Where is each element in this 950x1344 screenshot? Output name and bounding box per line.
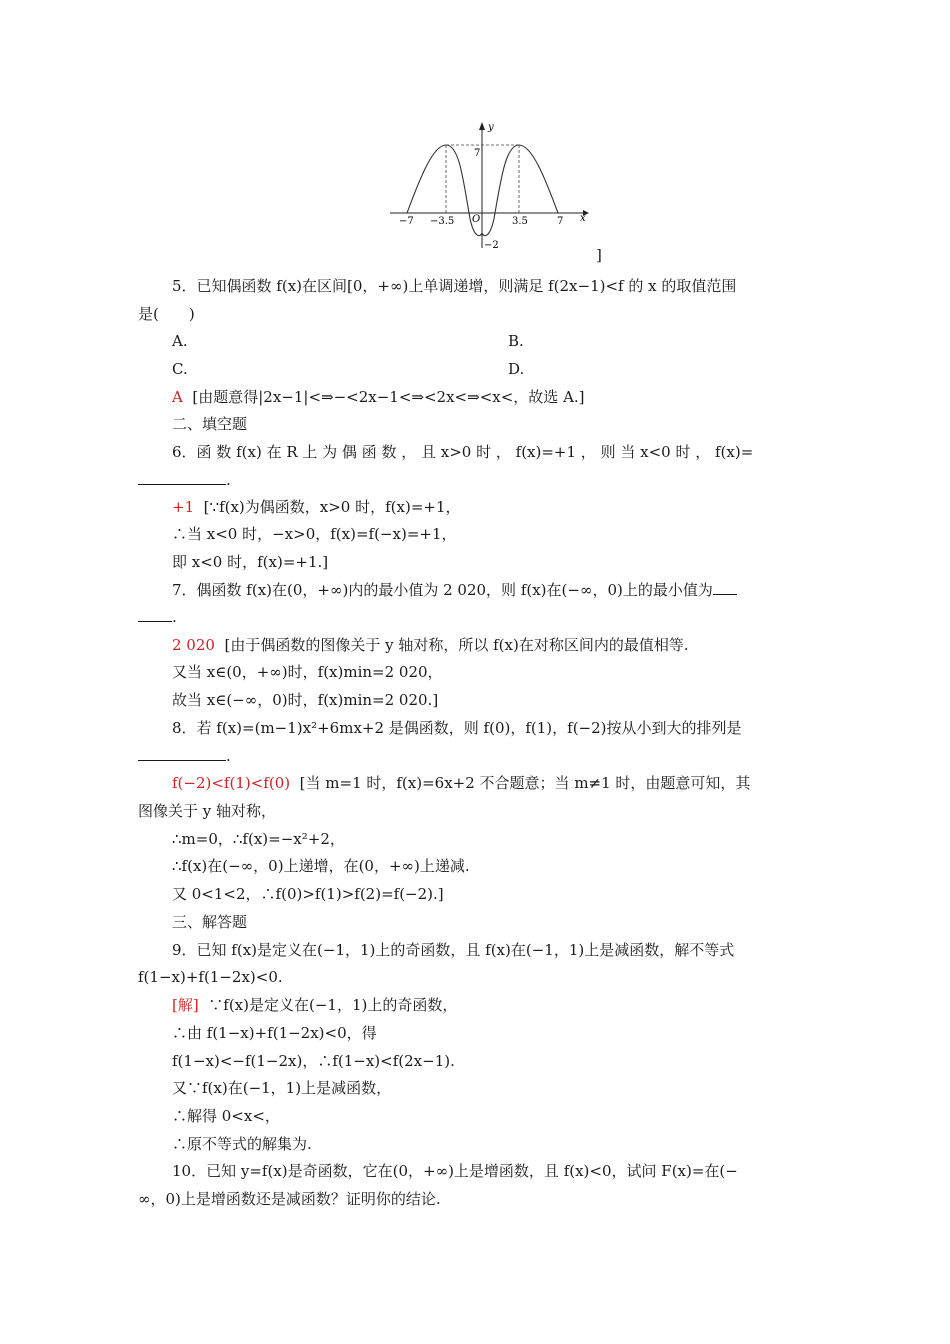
tick-label-7: 7 bbox=[557, 216, 564, 227]
q5-option-b: B. bbox=[508, 332, 524, 350]
q5-answer-text: [由题意得|2x−1|<⇒−<2x−1<⇒<2x<⇒<x<，故选 A.] bbox=[192, 388, 585, 406]
q5-answer-label: A bbox=[172, 388, 183, 406]
q8-answer-line2: 图像关于 y 轴对称， bbox=[138, 802, 277, 820]
y-axis-label: y bbox=[488, 122, 494, 133]
q8-answer-label: f(−2)<f(1)<f(0) bbox=[172, 774, 291, 792]
q9-solution-line5: ∴解得 0<x<， bbox=[172, 1107, 280, 1125]
q6-answer-line3: 即 x<0 时，f(x)=+1.] bbox=[172, 553, 329, 571]
q6-line2 bbox=[138, 470, 231, 490]
q7-answer-blank-b bbox=[138, 607, 172, 622]
q5-line2: 是( ) bbox=[138, 305, 195, 323]
q8-line2 bbox=[138, 746, 231, 766]
q7-line2-end: . bbox=[172, 608, 177, 626]
q7-line1-text: 7．偶函数 f(x)在(0，+∞)内的最小值为 2 020，则 f(x)在(−∞，0)上的最小值为 bbox=[172, 581, 713, 599]
q7-line1 bbox=[172, 580, 737, 600]
q8-line2-end: . bbox=[226, 747, 231, 765]
section-heading-fill-in: 二、填空题 bbox=[172, 415, 248, 433]
q8-answer-blank bbox=[138, 746, 226, 761]
q6-answer-text1: [∵f(x)为偶函数，x>0 时，f(x)=+1， bbox=[203, 498, 461, 516]
q5-option-d: D. bbox=[508, 360, 525, 378]
q7-answer-line3: 故当 x∈(−∞，0)时，f(x)min=2 020.] bbox=[172, 691, 439, 709]
q8-answer-line3: ∴m=0，∴f(x)=−x²+2， bbox=[172, 830, 345, 848]
q5-line1: 5．已知偶函数 f(x)在区间[0，+∞)上单调递增，则满足 f(2x−1)<f 的 x 的取值范围 bbox=[172, 277, 737, 295]
q6-answer-line2: ∴当 x<0 时，−x>0，f(x)=f(−x)=+1， bbox=[172, 525, 457, 543]
tick-label-neg3-5: −3.5 bbox=[430, 216, 455, 227]
origin-label: O bbox=[472, 214, 481, 225]
q10-line2: ∞，0)上是增函数还是减函数？证明你的结论. bbox=[138, 1190, 441, 1208]
q5-option-a: A. bbox=[172, 332, 188, 350]
closing-bracket: ] bbox=[596, 246, 602, 264]
q9-solution-line4: 又∵f(x)在(−1，1)上是减函数， bbox=[172, 1079, 392, 1097]
q6-answer-blank bbox=[138, 470, 226, 485]
q6-line1: 6．函 数 f(x) 在 R 上 为 偶 函 数 ， 且 x>0 时 ， f(x)=+1 ， 则 当 x<0 时 ， f(x)= bbox=[172, 443, 754, 461]
q9-solution-label: [解] bbox=[172, 996, 199, 1014]
function-graph bbox=[385, 118, 605, 258]
q7-line2 bbox=[138, 607, 177, 627]
tick-label-neg7: −7 bbox=[399, 216, 414, 227]
q8-answer-line4: ∴f(x)在(−∞，0)上递增，在(0，+∞)上递减. bbox=[172, 857, 470, 875]
q9-line1: 9．已知 f(x)是定义在(−1，1)上的奇函数，且 f(x)在(−1，1)上是减函数，解不等式 bbox=[172, 941, 735, 959]
q6-answer-label: +1 bbox=[172, 498, 195, 516]
q8-line1: 8．若 f(x)=(m−1)x²+6mx+2 是偶函数，则 f(0)，f(1)，f(−2)按从小到大的排列是 bbox=[172, 719, 742, 737]
q9-solution-text1: ∵f(x)是定义在(−1，1)上的奇函数， bbox=[208, 996, 458, 1014]
y-min-label: −2 bbox=[484, 240, 499, 251]
q7-answer-text1: [由于偶函数的图像关于 y 轴对称，所以 f(x)在对称区间内的最值相等. bbox=[224, 636, 689, 654]
q7-answer-label: 2 020 bbox=[172, 636, 215, 654]
q9-solution-line1 bbox=[172, 995, 457, 1015]
q5-option-c: C. bbox=[172, 360, 188, 378]
q9-line2: f(1−x)+f(1−2x)<0. bbox=[138, 968, 283, 986]
q8-answer-line1 bbox=[172, 773, 750, 793]
x-axis-label: x bbox=[580, 213, 586, 224]
q7-answer-blank-a bbox=[713, 580, 737, 595]
q5-answer bbox=[172, 387, 585, 407]
q7-answer-line1 bbox=[172, 635, 689, 655]
q9-solution-line3: f(1−x)<−f(1−2x)，∴f(1−x)<f(2x−1). bbox=[172, 1052, 455, 1070]
q6-line2-end: . bbox=[226, 471, 231, 489]
y-axis-arrow bbox=[479, 122, 485, 130]
q9-solution-line6: ∴原不等式的解集为. bbox=[172, 1135, 312, 1153]
tick-label-3-5: 3.5 bbox=[512, 216, 528, 227]
q10-line1: 10．已知 y=f(x)是奇函数，它在(0，+∞)上是增函数，且 f(x)<0，试问 F(x)=在(− bbox=[172, 1162, 738, 1180]
q6-answer-line1 bbox=[172, 497, 461, 517]
q8-answer-line5: 又 0<1<2，∴f(0)>f(1)>f(2)=f(−2).] bbox=[172, 885, 444, 903]
y-max-label: 7 bbox=[474, 148, 481, 159]
q7-answer-line2: 又当 x∈(0，+∞)时，f(x)min=2 020， bbox=[172, 663, 443, 681]
q9-solution-line2: ∴由 f(1−x)+f(1−2x)<0，得 bbox=[172, 1024, 377, 1042]
section-heading-solutions: 三、解答题 bbox=[172, 913, 248, 931]
q8-answer-text1: [当 m=1 时，f(x)=6x+2 不合题意；当 m≠1 时，由题意可知，其 bbox=[299, 774, 751, 792]
